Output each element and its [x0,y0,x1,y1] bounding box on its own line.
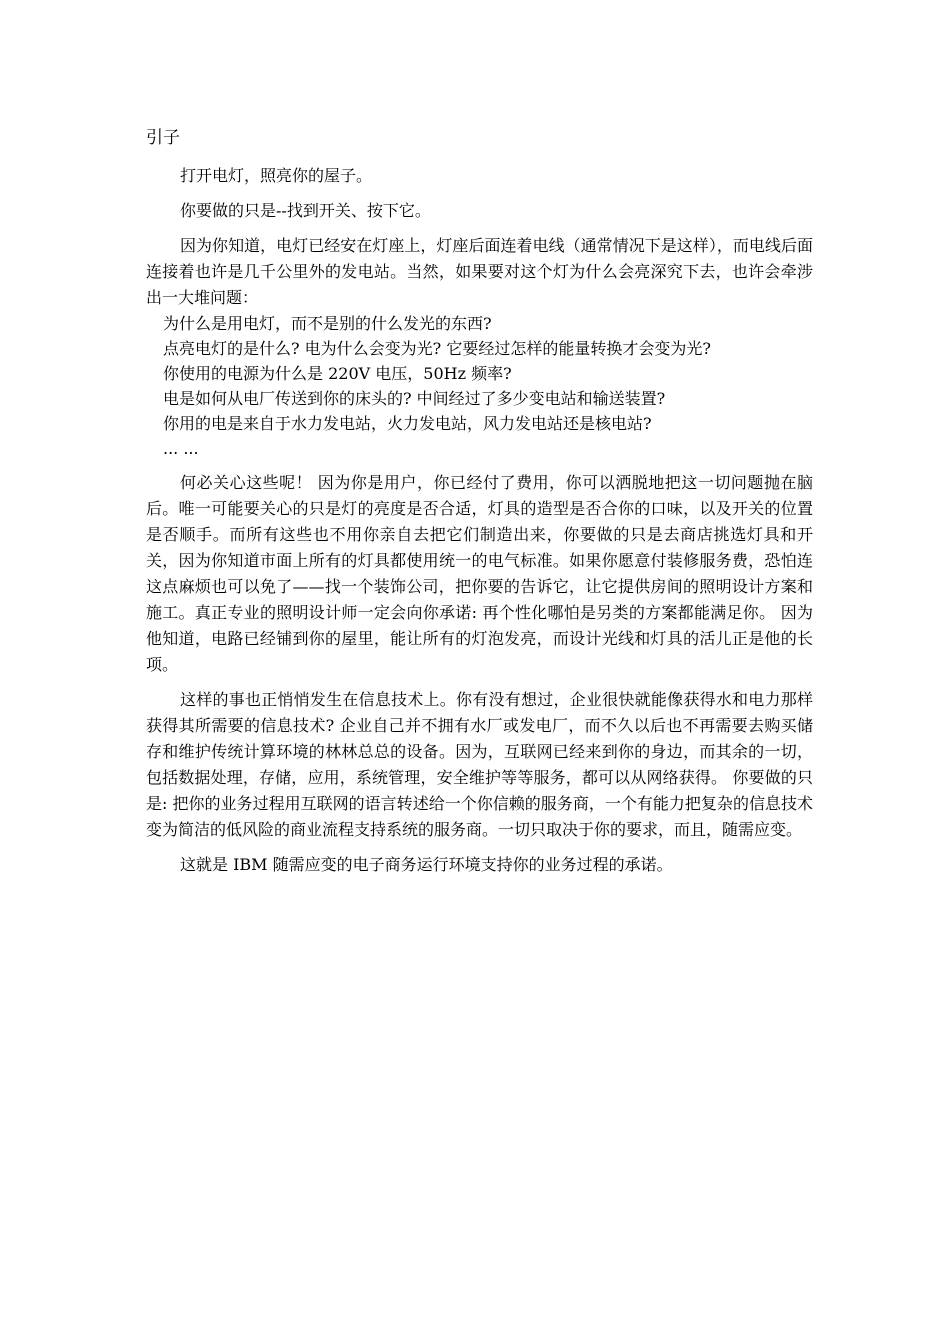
question-list [146,311,813,461]
document-heading: 引子 [146,128,180,148]
question-ellipsis: ... ... [163,439,199,458]
paragraph-2: 你要做的只是--找到开关、按下它。 [180,201,431,220]
question-item: 点亮电灯的是什么? 电为什么会变为光? 它要经过怎样的能量转换才会变为光? [163,339,711,358]
question-item: 电是如何从电厂传送到你的床头的? 中间经过了多少变电站和输送装置? [163,389,666,408]
paragraph-1: 打开电灯，照亮你的屋子。 [180,166,373,185]
paragraph-6: 这就是 IBM 随需应变的电子商务运行环境支持你的业务过程的承诺。 [180,855,673,874]
paragraph-5: 这样的事也正悄悄发生在信息技术上。你有没有想过，企业很快就能像获得水和电力那样获得其所需要的信息技术? 企业自己并不拥有水厂或发电厂，而不久以后也不再需要去购买储存和维护传统计算环境的林林总总的设备。因为，互联网已经来到你的身边，而其余的一切，包括数据处理，存储，应用，系统管理，安全维护等等服务，都可以从网络获得。 你要做的只是: 把你的业务过程用互联网的语言转述给一个你信赖的服务商，一个有能力把复杂的信息技术变为简洁的低风险的商业流程支持系统的服务商。一切只取决于你的要求，而且，随需应变。 [146,690,813,839]
document-body [146,163,813,878]
question-item: 为什么是用电灯，而不是别的什么发光的东西? [163,314,492,333]
paragraph-3: 因为你知道，电灯已经安在灯座上，灯座后面连着电线（通常情况下是这样），而电线后面连接着也许是几千公里外的发电站。当然，如果要对这个灯为什么会亮深究下去，也许会牵涉出一大堆问题： [146,236,813,307]
paragraph-4: 何必关心这些呢！ 因为你是用户，你已经付了费用，你可以洒脱地把这一切问题抛在脑后。唯一可能要关心的只是灯的亮度是否合适，灯具的造型是否合你的口味，以及开关的位置是否顺手。而所有这些也不用你亲自去把它们制造出来，你要做的只是去商店挑选灯具和开关，因为你知道市面上所有的灯具都使用统一的电气标准。如果你愿意付装修服务费，恐怕连这点麻烦也可以免了——找一个装饰公司，把你要的告诉它，让它提供房间的照明设计方案和施工。真正专业的照明设计师一定会向你承诺: 再个性化哪怕是另类的方案都能满足你。 因为他知道，电路已经铺到你的屋里，能让所有的灯泡发亮，而设计光线和灯具的活儿正是他的长项。 [146,473,813,674]
question-item: 你使用的电源为什么是 220V 电压，50Hz 频率? [163,364,512,383]
question-item: 你用的电是来自于水力发电站，火力发电站，风力发电站还是核电站? [163,414,652,433]
